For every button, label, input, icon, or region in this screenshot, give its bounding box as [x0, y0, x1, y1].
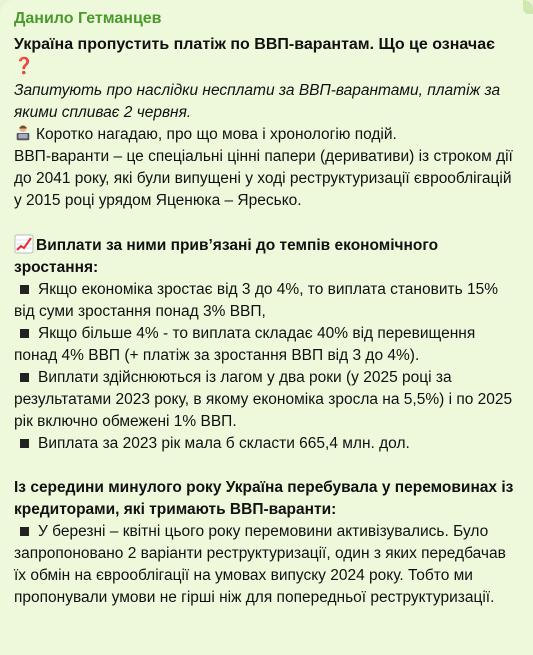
post-subtitle: Запитують про наслідки несплати за ВВП-варантами, платіж за якими спливає 2 червня.	[14, 82, 501, 121]
chart-increasing-icon	[14, 234, 34, 254]
bubble-corner	[523, 0, 533, 14]
black-square-bullet-icon	[20, 329, 29, 338]
section1-item-text: Виплата за 2023 рік мала б скласти 665,4 млн. дол.	[38, 435, 410, 452]
section2-item-text: У березні – квітні цього року перемовини активізувались. Було запропоновано 2 варіанти реструктуризації, один з яких передбачав їх обмін на єврооблігації на умовах випуску 2024 року. Тобто ми пропонували умови не гірші ніж для попередньої реструктуризації.	[14, 523, 506, 606]
section1-item	[14, 433, 519, 455]
black-square-bullet-icon	[20, 285, 29, 294]
intro-paragraph	[14, 124, 519, 146]
intro-body: ВВП-варанти – це спеціальні цінні папери (деривативи) із строком дії до 2041 року, які були випущені у ході реструктуризації єврооблігацій у 2015 році урядом Яценюка – Яресько.	[14, 148, 513, 209]
section2-heading: Із середини минулого року Україна перебувала у перемовинах із кредиторами, які тримають ВВП-варанти:	[14, 479, 514, 518]
section2-item	[14, 521, 519, 609]
red-question-mark-icon: ❓	[14, 58, 34, 75]
section1-item-text: Якщо більше 4% - то виплата складає 40% від перевищення понад 4% ВВП (+ платіж за зростання ВВП від 3 до 4%).	[14, 325, 476, 364]
post-title	[14, 34, 519, 78]
section1-item	[14, 323, 519, 367]
black-square-bullet-icon	[20, 439, 29, 448]
section1-item-text: Виплати здійснюються із лагом у два роки (у 2025 році за результатами 2023 року, в якому економіка зросла на 5,5%) і по 2025 рік включно обмежені 1% ВВП.	[14, 369, 513, 430]
section1-item-text: Якщо економіка зростає від 3 до 4%, то виплата становить 15% від суми зростання понад 3% ВВП,	[14, 281, 498, 320]
section1-heading-text: Виплати за ними прив’язані до темпів економічного зростання:	[14, 237, 439, 276]
author-name[interactable]: Данило Гетманцев	[14, 10, 162, 27]
person-at-laptop-icon	[14, 124, 32, 142]
intro-line: Коротко нагадаю, про що мова і хронологію подій.	[36, 126, 397, 143]
black-square-bullet-icon	[20, 373, 29, 382]
section1-item	[14, 367, 519, 433]
post-title-text: Україна пропустить платіж по ВВП-варантам. Що це означає	[14, 36, 495, 53]
section1-heading	[14, 234, 519, 279]
section1-item	[14, 279, 519, 323]
black-square-bullet-icon	[20, 527, 29, 536]
